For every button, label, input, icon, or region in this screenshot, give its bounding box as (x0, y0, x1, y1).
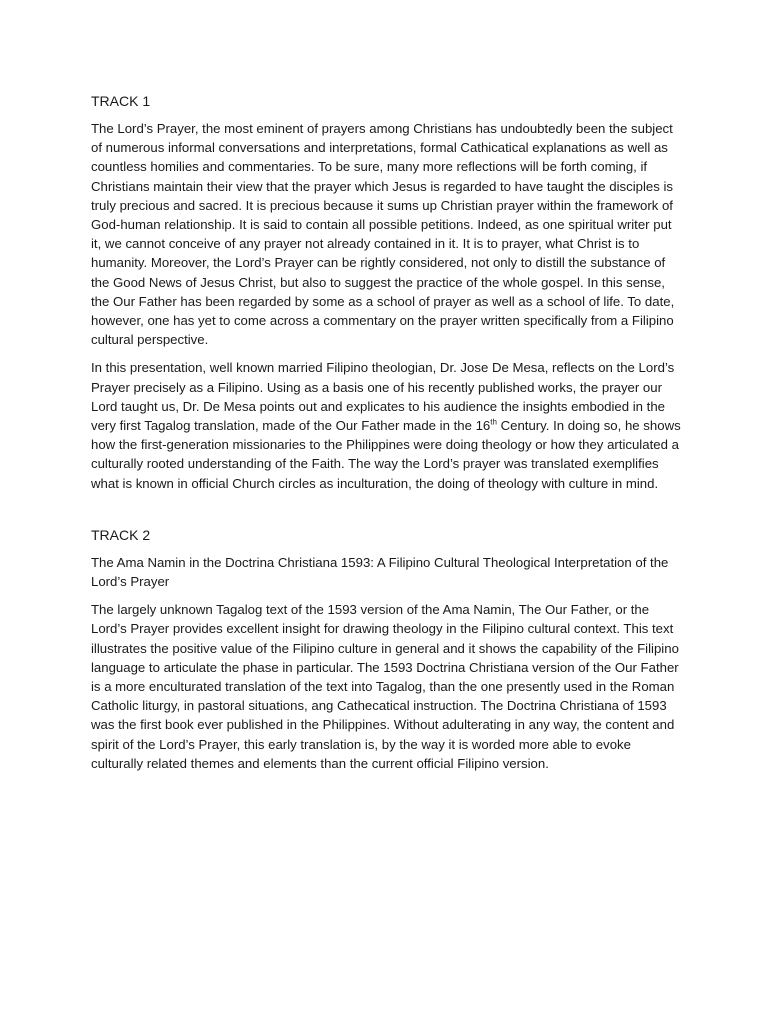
track-2-heading: TRACK 2 (91, 526, 151, 543)
document-page (91, 92, 681, 773)
century-superscript: th (490, 417, 497, 427)
track-1-paragraph-1: The Lord’s Prayer, the most eminent of prayers among Christians has undoubtedly been the subject of numerous informal conversations and interpretations, formal Cathicatical explanations as well as countless homilies and commentaries. To be sure, many more reflections will be forth coming, if Christians maintain their view that the prayer which Jesus is regarded to have taught the disciples is truly precious and sacred. It is precious because it sums up Christian prayer within the framework of God-human relationship. It is said to contain all possible petitions. Indeed, as one spiritual writer put it, we cannot conceive of any prayer not already contained in it. It is to prayer, what Christ is to humanity. Moreover, the Lord’s Prayer can be rightly considered, not only to distill the substance of the Good News of Jesus Christ, but also to suggest the practice of the whole gospel. In this sense, the Our Father has been regarded by some as a school of prayer as well as a school of life. To date, however, one has yet to come across a commentary on the prayer written specifically from a Filipino cultural perspective. (91, 121, 675, 348)
track-2-subtitle: The Ama Namin in the Doctrina Christiana 1593: A Filipino Cultural Theological Interpretation of the Lord’s Prayer (91, 554, 669, 590)
track-1-heading: TRACK 1 (91, 93, 151, 109)
track-1-paragraph-2-text-a: In this presentation, well known married Filipino theologian, Dr. Jose De Mesa, reflects on the Lord’s Prayer precisely as a Filipino. Using as a basis one of his recently published works, the prayer our Lord taught us, Dr. De Mesa points out and explicates to his audience the insights embodied in the very first Tagalog translation, made of the Our Father made in the 16 (91, 360, 675, 434)
track-1-paragraph-2 (91, 358, 681, 492)
track-1-paragraph-2-text-b: Century. In doing so, he shows how the first-generation missionaries to the Philippines were doing theology or how they articulated a culturally rooted understanding of the Faith. The way the Lord’s prayer was translated exemplifies what is known in official Church circles as inculturation, the doing of theology with culture in mind. (91, 418, 681, 491)
track-2-paragraph-1: The largely unknown Tagalog text of the 1593 version of the Ama Namin, The Our Father, or the Lord’s Prayer provides excellent insight for drawing theology in the Filipino cultural context. This text illustrates the positive value of the Filipino culture in general and it shows the capability of the Filipino language to articulate the phase in particular. The 1593 Doctrina Christiana version of the Our Father is a more enculturated translation of the text into Tagalog, than the one presently used in the Roman Catholic liturgy, in pastoral situations, ang Cathecatical instruction. The Doctrina Christiana of 1593 was the first book ever published in the Philippines. Without adulterating in any way, the content and spirit of the Lord’s Prayer, this early translation is, by the way it is worded more able to evoke culturally related themes and elements than the current official Filipino version. (91, 602, 679, 771)
